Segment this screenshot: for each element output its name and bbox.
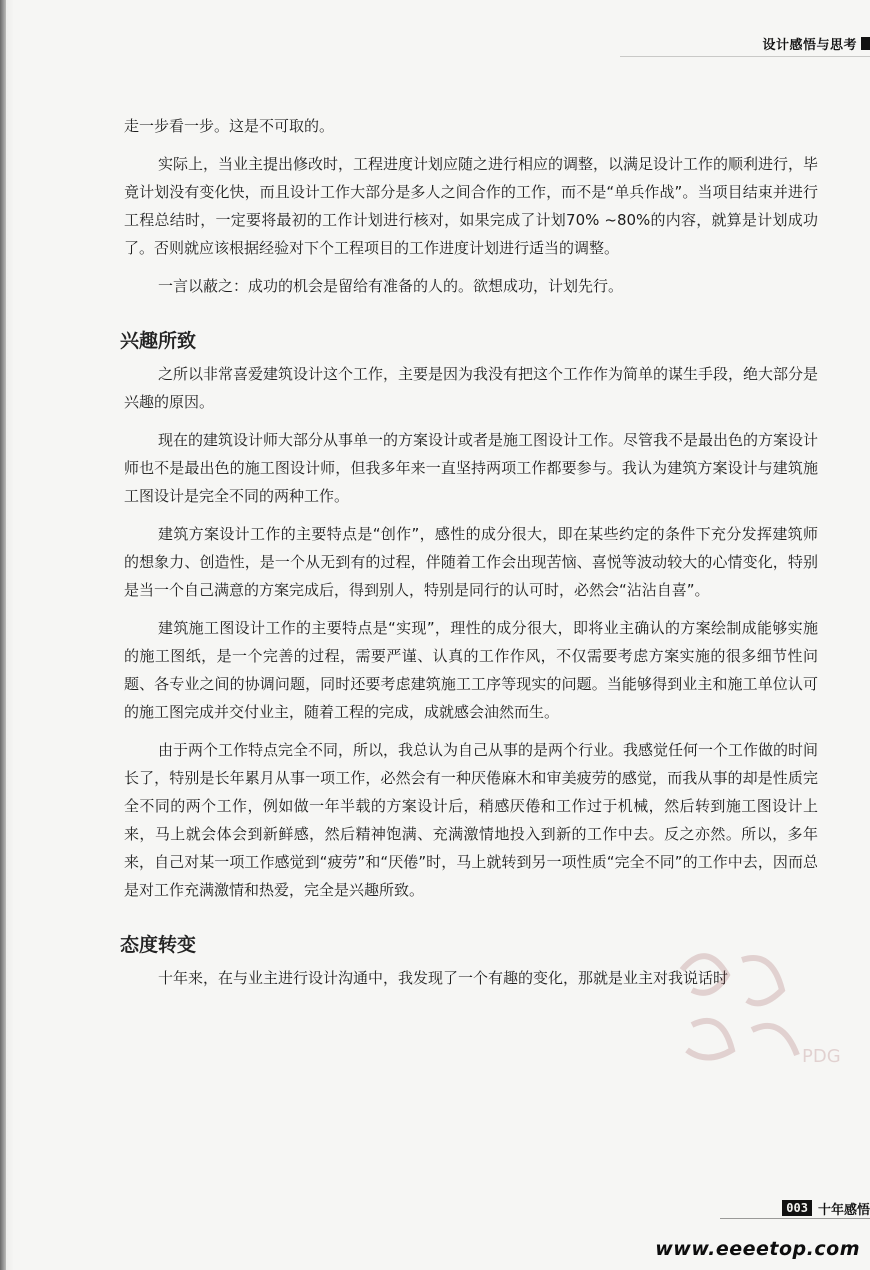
page-footer — [782, 1199, 870, 1217]
header-rule — [620, 56, 870, 57]
book-spine-shadow — [0, 0, 6, 1270]
section-heading: 态度转变 — [120, 934, 197, 956]
header-marker-block — [861, 37, 870, 50]
page-body — [120, 112, 819, 1002]
paragraph: 十年来，在与业主进行设计沟通中，我发现了一个有趣的变化，那就是业主对我说话时 — [158, 969, 729, 987]
footer-rule — [720, 1218, 870, 1219]
paragraph: 一言以蔽之：成功的机会是留给有准备的人的。欲想成功，计划先行。 — [158, 277, 624, 295]
page-number: 003 — [782, 1200, 812, 1216]
book-title: 十年感悟 — [817, 1202, 870, 1218]
paragraph: 由于两个工作特点完全不同，所以，我总认为自己从事的是两个行业。我感觉任何一个工作做的时间长了，特别是长年累月从事一项工作，必然会有一种厌倦麻木和审美疲劳的感觉，而我从事的却是性质完全不同的两个工作，例如做一年半载的方案设计后，稍感厌倦和工作过于机械，然后转到施工图设计上来，马上就会体会到新鲜感，然后精神饱满、充满激情地投入到新的工作中去。反之亦然。所以，多年来，自己对某一项工作感觉到“疲劳”和“厌倦”时，马上就转到另一项性质“完全不同”的工作中去，因而总是对工作充满激情和热爱，完全是兴趣所致。 — [124, 741, 819, 899]
seal-text: PDG — [802, 1046, 841, 1067]
paragraph: 之所以非常喜爱建筑设计这个工作，主要是因为我没有把这个工作作为简单的谋生手段，绝大部分是兴趣的原因。 — [124, 365, 819, 411]
watermark-url: www.eeeetop.com — [655, 1238, 860, 1260]
running-header — [762, 33, 870, 53]
paragraph: 建筑方案设计工作的主要特点是“创作”，感性的成分很大，即在某些约定的条件下充分发挥建筑师的想象力、创造性，是一个从无到有的过程，伴随着工作会出现苦恼、喜悦等波动较大的心情变化，特别是当一个自己满意的方案完成后，得到别人，特别是同行的认可时，必然会“沾沾自喜”。 — [124, 525, 818, 599]
section-heading: 兴趣所致 — [120, 330, 197, 352]
paragraph: 现在的建筑设计师大部分从事单一的方案设计或者是施工图设计工作。尽管我不是最出色的方案设计师也不是最出色的施工图设计师，但我多年来一直坚持两项工作都要参与。我认为建筑方案设计与建筑施工图设计是完全不同的两种工作。 — [124, 431, 819, 505]
paragraph: 实际上，当业主提出修改时，工程进度计划应随之进行相应的调整，以满足设计工作的顺利进行，毕竟计划没有变化快，而且设计工作大部分是多人之间合作的工作，而不是“单兵作战”。当项目结束并进行工程总结时，一定要将最初的工作计划进行核对，如果完成了计划70% ~80%的内容，就算是计划成功了。否则就应该根据经验对下个工程项目的工作进度计划进行适当的调整。 — [124, 155, 819, 257]
section-title: 设计感悟与思考 — [762, 37, 857, 53]
paragraph: 建筑施工图设计工作的主要特点是“实现”，理性的成分很大，即将业主确认的方案绘制成能够实施的施工图纸，是一个完善的过程，需要严谨、认真的工作作风，不仅需要考虑方案实施的很多细节性问题、各专业之间的协调问题，同时还要考虑建筑施工工序等现实的问题。当能够得到业主和施工单位认可的施工图完成并交付业主，随着工程的完成，成就感会油然而生。 — [124, 619, 818, 721]
paragraph-continuation: 走一步看一步。这是不可取的。 — [124, 117, 335, 135]
